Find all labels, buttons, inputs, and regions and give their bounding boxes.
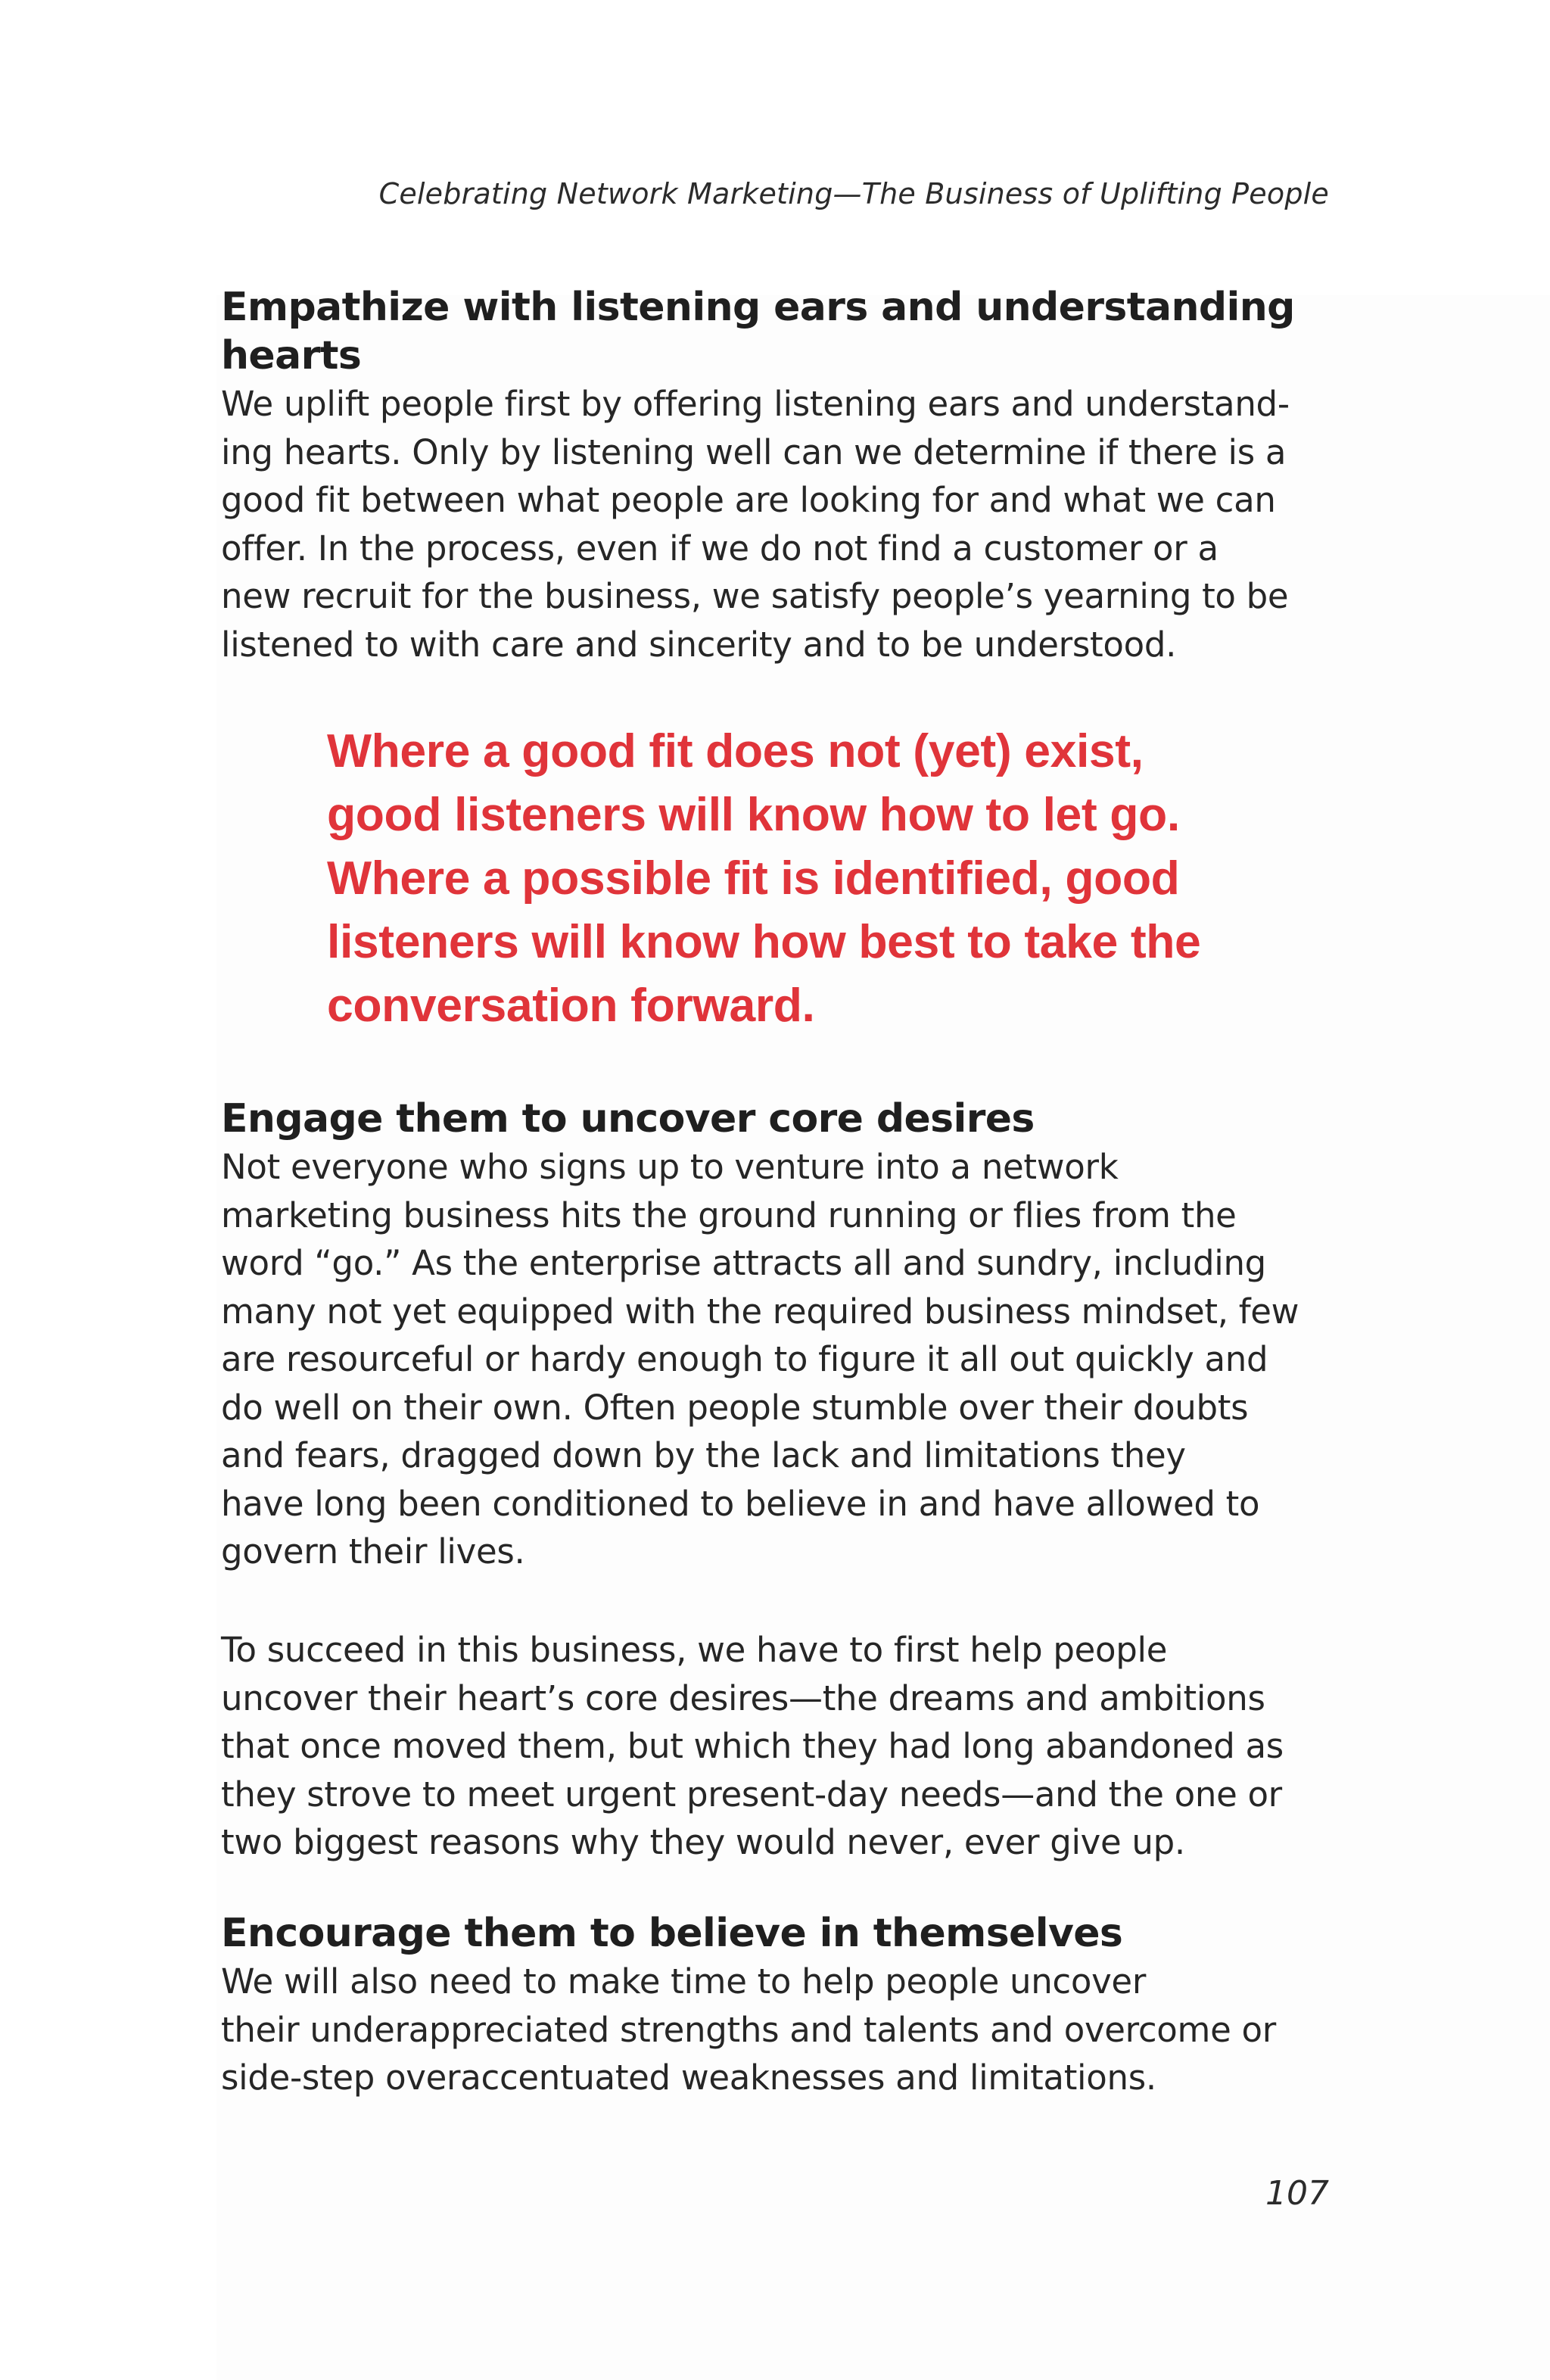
section-empathize [221, 283, 1334, 668]
text-line: many not yet equipped with the required business mindset, few [221, 1291, 1299, 1332]
text-line: listened to with care and sincerity and to be understood. [221, 624, 1177, 665]
text-line: We will also need to make time to help people uncover [221, 1961, 1147, 2002]
text-line: they strove to meet urgent present-day needs—and the one or [221, 1774, 1282, 1815]
text-line: two biggest reasons why they would never, ever give up. [221, 1822, 1185, 1862]
text-line: We uplift people first by offering listening ears and understand- [221, 384, 1290, 424]
body-paragraph [221, 1626, 1334, 1867]
pull-quote-line: Where a possible fit is identified, good [327, 852, 1180, 905]
section-engage [221, 1095, 1334, 1576]
text-line: word “go.” As the enterprise attracts all and sundry, including [221, 1243, 1266, 1283]
text-line: have long been conditioned to believe in and have allowed to [221, 1483, 1260, 1524]
running-head: Celebrating Network Marketing—The Business of Uplifting People [378, 177, 1329, 210]
body-paragraph [221, 1958, 1334, 2102]
text-line: marketing business hits the ground running or flies from the [221, 1195, 1237, 1235]
text-line: offer. In the process, even if we do not find a customer or a [221, 528, 1219, 569]
text-line: side-step overaccentuated weaknesses and limitations. [221, 2058, 1156, 2098]
section-heading [221, 283, 1334, 380]
text-line: good fit between what people are looking for and what we can [221, 480, 1276, 520]
pull-quote-line: listeners will know how best to take the [327, 915, 1201, 968]
text-line: ing hearts. Only by listening well can we determine if there is a [221, 431, 1287, 472]
page-number: 107 [1265, 2174, 1329, 2213]
text-line: are resourceful or hardy enough to figure it all out quickly and [221, 1339, 1268, 1379]
section-encourage [221, 1909, 1334, 2102]
text-line: new recruit for the business, we satisfy people’s yearning to be [221, 576, 1289, 616]
body-paragraph [221, 1143, 1334, 1576]
section-heading: Engage them to uncover core desires [221, 1096, 1035, 1142]
section-engage-continued [221, 1626, 1334, 1867]
pull-quote-line: Where a good fit does not (yet) exist, [327, 724, 1144, 777]
text-line: To succeed in this business, we have to first help people [221, 1630, 1168, 1670]
pull-quote [327, 719, 1334, 1037]
heading-line: Empathize with listening ears and understanding [221, 285, 1295, 330]
text-line: that once moved them, but which they had long abandoned as [221, 1726, 1284, 1766]
text-line: their underappreciated strengths and talents and overcome or [221, 2009, 1276, 2050]
text-line: do well on their own. Often people stumble over their doubts [221, 1387, 1249, 1428]
text-line: Not everyone who signs up to venture into a network [221, 1147, 1119, 1187]
heading-line: hearts [221, 333, 362, 378]
pull-quote-line: good listeners will know how to let go. [327, 788, 1180, 841]
text-line: govern their lives. [221, 1531, 525, 1572]
text-line: uncover their heart’s core desires—the dreams and ambitions [221, 1678, 1265, 1718]
section-heading: Encourage them to believe in themselves [221, 1911, 1123, 1956]
pull-quote-line: conversation forward. [327, 979, 815, 1032]
text-line: and fears, dragged down by the lack and limitations they [221, 1435, 1186, 1475]
body-paragraph [221, 380, 1334, 668]
